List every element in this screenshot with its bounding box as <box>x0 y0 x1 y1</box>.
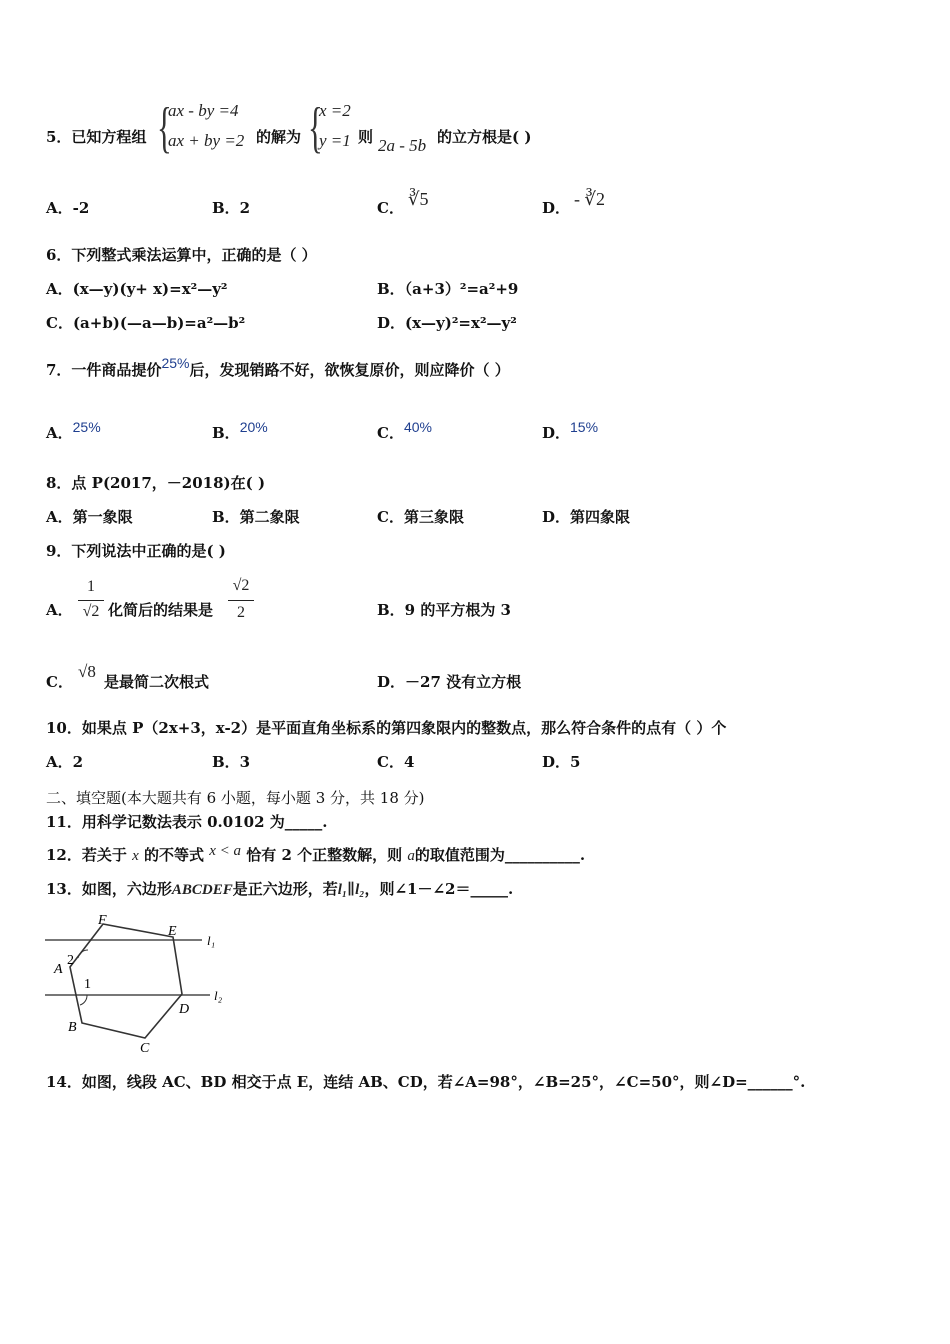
q6-option-d: D．(x—y)²=x²—y² <box>377 314 517 332</box>
q13-hexagon-name: ABCDEF <box>171 882 233 898</box>
label-E: E <box>168 924 177 939</box>
q5-mid: 的解为 <box>256 128 302 146</box>
q11-label: 11．用科学记数法表示 0.0102 为_____. <box>46 813 328 831</box>
q5-option-c: C． <box>377 199 404 217</box>
q8-option-d: D．第四象限 <box>542 508 631 526</box>
section2-heading: 二、填空题(本大题共有 6 小题，每小题 3 分，共 18 分) <box>46 789 425 807</box>
q7-option-d-pct: 15% <box>570 419 599 435</box>
q10-option-b: B．3 <box>212 753 251 771</box>
q9-a-numerator2: √2 <box>232 577 250 594</box>
q5-option-c-math: ∛5 <box>408 189 429 209</box>
q5-eq2: ax + by =2 <box>168 131 245 150</box>
q8-option-b: B．第二象限 <box>212 508 300 526</box>
q9-a-numerator: 1 <box>87 578 95 595</box>
label-C: C <box>140 1041 150 1056</box>
q6-option-c: C．(a+b)(—a—b)=a²—b² <box>46 314 246 332</box>
label-l1: l₁ <box>207 933 216 948</box>
q9-option-b: B．9 的平方根为 3 <box>377 601 511 619</box>
angle-1-arc <box>80 995 87 1005</box>
q5-sol2: y =1 <box>319 131 351 150</box>
q9-a-mid: 化简后的结果是 <box>108 601 214 619</box>
q10-option-c: C．4 <box>377 753 415 771</box>
q13-parallel: l₁∥l₂ <box>337 882 365 898</box>
angle-2-arc <box>78 950 88 958</box>
q8-option-c: C．第三象限 <box>377 508 464 526</box>
label-angle-2: 2 <box>67 953 74 968</box>
q9-a-denominator: √2 <box>82 603 100 620</box>
q9-a-denominator2: 2 <box>237 604 245 621</box>
q5-eq1: ax - by =4 <box>168 101 239 120</box>
q8-label: 8．点 P(2017，－2018)在( ) <box>46 474 266 492</box>
label-angle-1: 1 <box>84 977 91 992</box>
q7-option-a-pct: 25% <box>72 419 101 435</box>
q10-option-d: D．5 <box>542 753 581 771</box>
label-A: A <box>54 962 63 977</box>
q10-label: 10．如果点 P（2x+3，x-2）是平面直角坐标系的第四象限内的整数点，那么符合条件的点有（ ）个 <box>46 719 727 737</box>
q8-option-a: A．第一象限 <box>46 508 133 526</box>
q5-then: 则 <box>358 128 374 146</box>
q5-option-d: D． <box>542 199 571 217</box>
q7-label <box>46 355 510 380</box>
q5-option-d-math: - ∛2 <box>574 189 605 209</box>
q5-option-b: B．2 <box>212 199 251 217</box>
q9-a-fraction-bar2 <box>228 600 254 601</box>
q9-label: 9．下列说法中正确的是( ) <box>46 542 226 560</box>
q9-option-c-math: √8 <box>78 662 96 681</box>
q5-tail: 的立方根是( ) <box>437 128 532 146</box>
q12-label: 12．若关于 x 的不等式 x < a 恰有 2 个正整数解，则 a的取值范围为__________. <box>46 843 586 864</box>
q12-a: a <box>407 848 415 864</box>
q9-option-a-label: A． <box>46 601 73 619</box>
q5-right-brace: { <box>308 97 323 159</box>
q5-label: 5．已知方程组 <box>46 128 147 146</box>
label-D: D <box>179 1002 190 1017</box>
q9-option-d: D．－27 没有立方根 <box>377 673 522 691</box>
q5-option-a: A．-2 <box>46 199 90 217</box>
q6-label: 6．下列整式乘法运算中，正确的是（ ） <box>46 246 317 264</box>
q14-label: 14．如图，线段 AC、BD 相交于点 E，连结 AB、CD，若∠A=98°，∠B=25°，∠C=50°，则∠D=______°. <box>46 1073 806 1091</box>
q13-label: 13．如图，六边形ABCDEF是正六边形，若l₁∥l₂，则∠1－∠2＝_____. <box>46 880 514 898</box>
q6-option-a: A．(x—y)(y+ x)=x²—y² <box>46 280 228 298</box>
label-F: F <box>98 913 107 928</box>
q7-percent: 25% <box>161 355 190 371</box>
q7-option-b: B．20% <box>212 419 268 442</box>
q13-hexagon-figure <box>40 910 240 1060</box>
q7-option-a: A．25% <box>46 419 101 442</box>
q5-left-brace: { <box>157 97 172 159</box>
q5-expr: 2a - 5b <box>378 136 427 155</box>
q9-option-c-label: C． <box>46 673 73 691</box>
q7-label-post: 后，发现销路不好，欲恢复原价，则应降价（ ） <box>189 361 510 379</box>
q7-label-pre: 7．一件商品提价 <box>46 361 162 379</box>
q7-option-b-pct: 20% <box>239 419 268 435</box>
label-B: B <box>68 1020 77 1035</box>
q7-option-d: D．15% <box>542 419 599 442</box>
q6-option-b: B．（a+3）²=a²+9 <box>377 280 519 298</box>
q7-option-c: C．40% <box>377 419 432 442</box>
q12-inequality: x < a <box>209 843 242 859</box>
q12-x: x <box>132 848 139 864</box>
q9-option-c-text: 是最简二次根式 <box>104 673 210 691</box>
q5-sol1: x =2 <box>319 101 351 120</box>
q7-option-c-pct: 40% <box>403 419 432 435</box>
q9-a-fraction-bar <box>78 600 104 601</box>
label-l2: l₂ <box>214 988 223 1003</box>
q10-option-a: A．2 <box>46 753 84 771</box>
